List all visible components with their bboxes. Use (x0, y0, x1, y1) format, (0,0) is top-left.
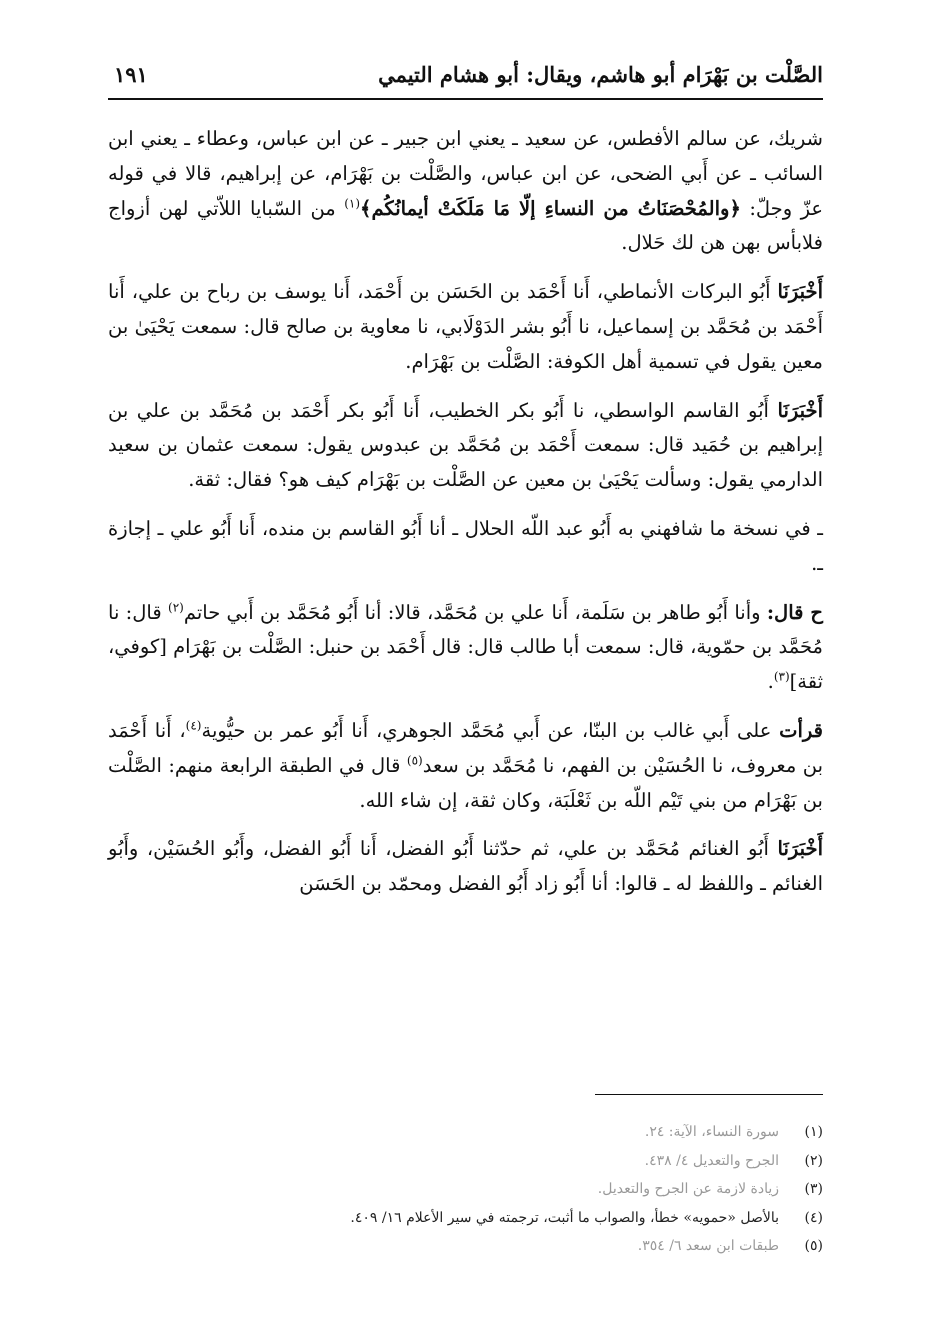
page-number: ١٩١ (114, 62, 148, 87)
footnote-number: (٥) (804, 1238, 823, 1254)
footnote-text: الجرح والتعديل ٤/ ٤٣٨. (644, 1152, 779, 1169)
p1-text-b: من السّبايا اللاّتي لهن أزواج فلابأس بهن هن لك حَلال. (108, 196, 823, 255)
footnote-ref-2: (٢) (168, 600, 184, 615)
footnote-ref-4: (٤) (185, 718, 202, 733)
footnote (108, 1175, 823, 1204)
footnotes (108, 1118, 823, 1261)
footnote-text: سورة النساء، الآية: ٢٤. (644, 1124, 779, 1140)
p5-text-a: وأنا أَبُو طاهر بن سَلَمة، أَنا علي بن مُحَمَّد، قالا: أنا أَبُو مُحَمَّد بن أَبي حاتم (183, 600, 761, 624)
footnote-number: (٤) (804, 1209, 823, 1226)
p2-text: أَبُو البركات الأنماطي، أَنا أَحْمَد بن الحَسَن بن أَحْمَد، أَنا يوسف بن رباح بن علي، أَنا أَحْمَد بن مُحَمَّد بن إسماعيل، نا أَبُو بشر الدَوْلَابي، نا معاوية بن صالح قال: سمعت يَحْيَىٰ بن معين يقول في تسمية أهل الكوفة: الصَّلْت بن بَهْرَام. (108, 280, 823, 373)
paragraph-5 (108, 596, 823, 700)
paragraph-1 (108, 122, 823, 261)
p2-keyword: أَخْبَرَنَا (777, 280, 824, 304)
footnote-number: (١) (804, 1124, 823, 1140)
paragraph-6 (108, 714, 823, 818)
footnote (108, 1232, 823, 1261)
p6-text-a: على أَبي غالب بن البنّا، عن أَبي مُحَمَّد الجوهري، أَنا أَبُو عمر بن حيُّوية (201, 718, 772, 742)
p6-keyword: قرأت (779, 718, 823, 742)
page-header (108, 56, 823, 98)
main-text (108, 122, 823, 916)
p6-text-c: قال في الطبقة الرابعة منهم: الصَّلْت بن بَهْرَام من بني تَيْم اللّه بن ثَعْلَبَة، وكان ثقة، إن شاء الله. (108, 753, 823, 812)
footnote-text: زيادة لازمة عن الجرح والتعديل. (597, 1181, 779, 1197)
paragraph-7 (108, 832, 823, 902)
running-head: الصَّلْت بن بَهْرَام أبو هاشم، ويقال: أبو هشام التيمي (378, 62, 823, 87)
quran-verse: ﴿والمُحْصَنَاتُ من النساءِ إلّا مَا مَلَكَتْ أيمانُكُم﴾ (360, 196, 741, 220)
footnote-text: بالأصل «حمويه» خطأ، والصواب ما أثبت، ترجمته في سير الأعلام ١٦/ ٤٠٩. (350, 1209, 779, 1226)
footnote (108, 1204, 823, 1233)
paragraph-3 (108, 394, 823, 498)
footnote-number: (٣) (804, 1181, 823, 1197)
footnote (108, 1147, 823, 1176)
footnote-rule (595, 1094, 823, 1095)
p5-text-b: قال: نا مُحَمَّد بن حمّوية، قال: سمعت أبا طالب قال: قال أَحْمَد بن حنبل: الصَّلْت بن بَهْرَام [كوفي، ثقة] (108, 600, 823, 694)
footnote-ref-1: (١) (344, 196, 361, 211)
p5-keyword: ح قال: (766, 600, 823, 624)
footnote-ref-3: (٣) (773, 669, 790, 684)
footnote-number: (٢) (804, 1152, 823, 1169)
paragraph-2 (108, 275, 823, 379)
p7-text: أَبُو الغنائم مُحَمَّد بن علي، ثم حدّثنا أَبُو الفضل، أَنا أَبُو الفضل، وأَبُو الحُسَيْن، وأَبُو الغنائم ـ واللفظ له ـ قالوا: أنا أَبُو زاد أَبُو الفضل ومحمّد بن الحَسَن (108, 837, 823, 896)
header-rule (108, 98, 823, 100)
footnote-ref-5: (٥) (406, 753, 423, 768)
p3-keyword: أَخْبَرَنَا (777, 398, 824, 422)
p7-keyword: أَخْبَرَنَا (777, 837, 823, 861)
paragraph-4 (108, 512, 823, 582)
footnote-text: طبقات ابن سعد ٦/ ٣٥٤. (637, 1238, 779, 1254)
p6-text-b: ، أَنا أَحْمَد بن معروف، نا الحُسَيْن بن الفهم، نا مُحَمَّد بن سعد (108, 718, 824, 777)
p5-text-c: . (767, 670, 774, 694)
footnote (108, 1118, 823, 1147)
p3-text: أَبُو القاسم الواسطي، نا أَبُو بكر الخطيب، أَنا أَبُو بكر أَحْمَد بن مُحَمَّد بن علي بن إبراهيم بن حُمَيد قال: سمعت أَحْمَد بن مُحَمَّد بن عبدوس يقول: سمعت عثمان بن سعيد الدارمي يقول: وسألت يَحْيَىٰ بن معين عن الصَّلْت بن بَهْرَام كيف هو؟ فقال: ثقة. (108, 398, 823, 492)
p4-text: ـ في نسخة ما شافهني به أَبُو عبد اللّه الحلال ـ أنا أَبُو القاسم بن منده، أَنا أَبُو علي ـ إجازة ـ. (108, 516, 823, 575)
p1-text-a: شريك، عن سالم الأفطس، عن سعيد ـ يعني ابن جبير ـ عن ابن عباس، وعطاء ـ يعني ابن السائب ـ عن أَبي الضحى، عن ابن عباس، والصَّلْت بن بَهْرَام، عن إبراهيم، قالا في قوله عزّ وجلّ: (108, 127, 823, 220)
